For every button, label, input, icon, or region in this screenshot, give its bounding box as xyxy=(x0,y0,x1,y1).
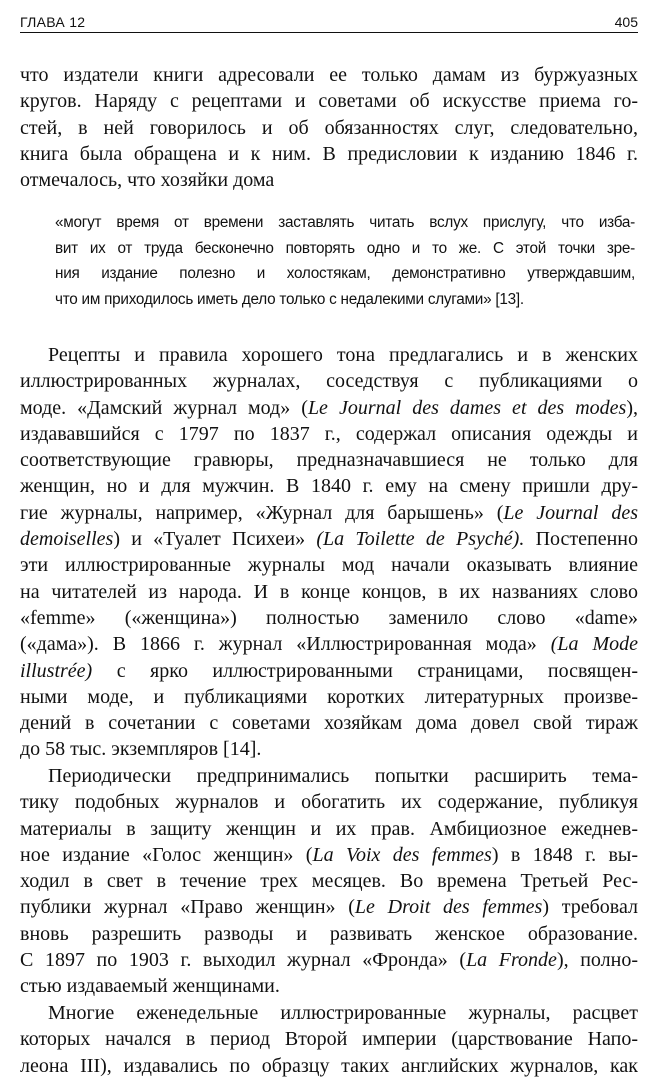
text-line: ходил в свет в течение трех месяцев. Во времена Третьей Рес- xyxy=(20,870,638,893)
text-line: иллюстрированных журналах, соседствуя с публикациями о xyxy=(20,370,638,393)
text-line: вновь разрешить разводы и развивать женское образование. xyxy=(20,922,638,945)
text-line: дений в сочетании с советами хозяйкам дома довел свой тираж xyxy=(20,712,638,735)
text-line: кругов. Наряду с рецептами и советами об искусстве приема го- xyxy=(20,90,638,113)
paragraph-3 xyxy=(20,763,638,1000)
text-line: demoiselles) и «Туалет Психеи» (La Toilette de Psyché). Постепенно xyxy=(20,528,639,551)
text-line: эти иллюстрированные журналы мод начали оказывать влияние xyxy=(20,554,638,577)
text-line: стей, в ней говорилось и об обязанностях слуг, следовательно, xyxy=(20,116,638,139)
text-line: Многие еженедельные иллюстрированные журналы, расцвет xyxy=(48,1002,638,1024)
text-line: женщин, но и для мужчин. В 1840 г. ему на смену пришли дру- xyxy=(20,475,638,498)
text-line: «femme» («женщина») полностью заменило слово «dame» xyxy=(20,606,638,629)
text-line: С 1897 по 1903 г. выходил журнал «Фронда» (La Fronde), полно- xyxy=(20,949,638,972)
text-line: что издатели книги адресовали ее только дамам из буржуазных xyxy=(20,64,638,86)
text-line: ными моде, и публикациями коротких литературных произве- xyxy=(20,685,638,708)
text-line: Рецепты и правила хорошего тона предлагались и в женских xyxy=(48,344,638,366)
paragraph-1 xyxy=(20,62,638,193)
block-quote xyxy=(55,210,635,312)
text-line: тику подобных журналов и обогатить их содержание, публикуя xyxy=(20,791,638,814)
quote-line: «могут время от времени заставлять читать вслух прислугу, что изба- xyxy=(55,214,635,231)
paragraph-2 xyxy=(20,342,638,763)
text-line: моде. «Дамский журнал мод» (Le Journal des dames et des modes), xyxy=(20,396,639,419)
text-line: до 58 тыс. экземпляров [14]. xyxy=(20,738,262,761)
text-line: отмечалось, что хозяйки дома xyxy=(20,169,275,192)
text-line: которых начался в период Второй империи (царствование Напо- xyxy=(20,1028,638,1051)
text-line: гие журналы, например, «Журнал для барышень» (Le Journal des xyxy=(20,501,638,524)
quote-line: вит их от труда бесконечно повторять одно и то же. С этой точки зре- xyxy=(55,239,635,257)
text-line: публики журнал «Право женщин» (Le Droit des femmes) требовал xyxy=(20,896,638,919)
text-line: материалы в защиту женщин и их прав. Амбициозное ежеднев- xyxy=(20,817,638,840)
quote-line: ния издание полезно и холостякам, демонстративно утверждавшим, xyxy=(55,265,635,282)
text-line: illustrée) с ярко иллюстрированными страницами, посвящен- xyxy=(20,659,638,682)
quote-line: что им приходилось иметь дело только с недалекими слугами» [13]. xyxy=(55,290,524,308)
text-line: леона III), издавались по образцу таких английских журналов, как xyxy=(20,1054,638,1077)
page-number: 405 xyxy=(614,14,638,30)
paragraph-4 xyxy=(20,1000,638,1079)
running-head xyxy=(20,6,638,33)
text-line: Периодически предпринимались попытки расширить тема- xyxy=(48,765,638,787)
text-line: на читателей из народа. И в конце концов, в их названиях слово xyxy=(20,580,638,603)
text-line: соответствующие гравюры, предназначавшиеся не только для xyxy=(20,449,638,472)
text-line: книга была обращена и к ним. В предисловии к изданию 1846 г. xyxy=(20,142,638,165)
text-line: стью издаваемый женщинами. xyxy=(20,975,280,998)
text-line: издававшийся с 1797 по 1837 г., содержал описания одежды и xyxy=(20,422,638,445)
text-line: ное издание «Голос женщин» (La Voix des femmes) в 1848 г. вы- xyxy=(20,843,638,866)
text-line: («дама»). В 1866 г. журнал «Иллюстрированная мода» (La Mode xyxy=(20,633,638,656)
chapter-title: ГЛАВА 12 xyxy=(20,14,86,30)
